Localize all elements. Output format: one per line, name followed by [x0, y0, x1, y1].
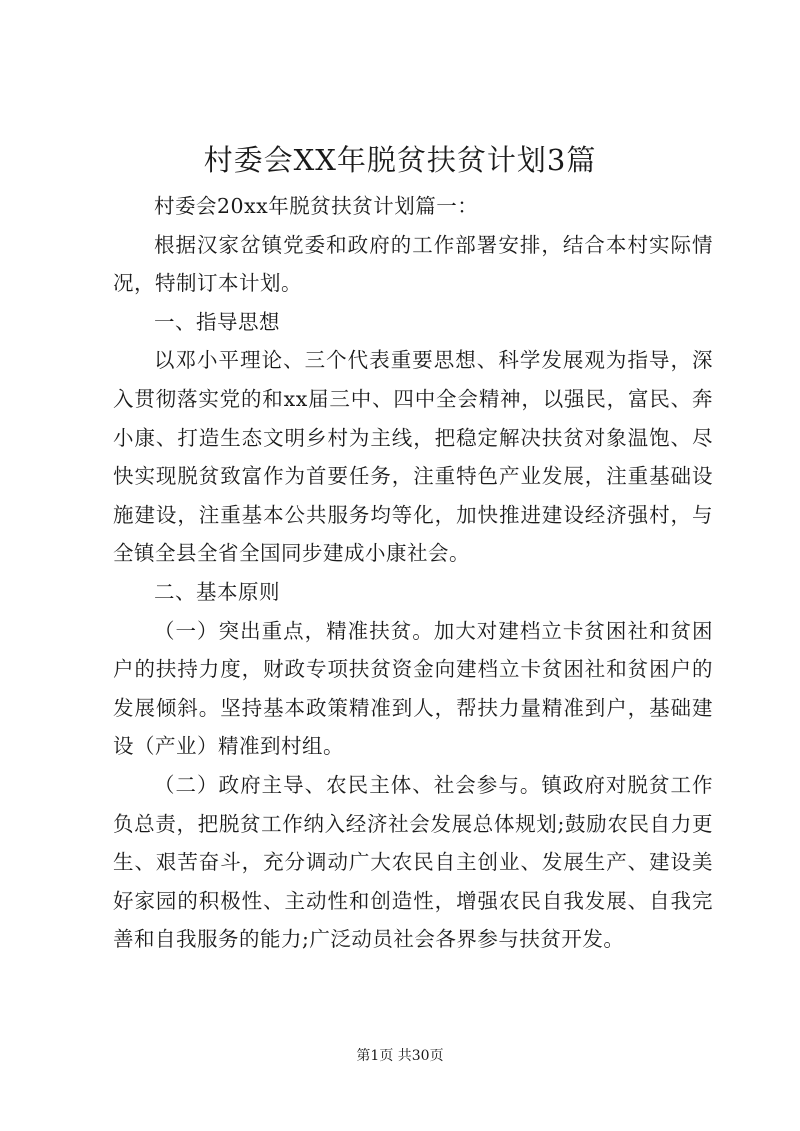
section-heading-guiding-ideology: 一、指导思想: [154, 309, 280, 334]
principle-two-paragraph: （二）政府主导、农民主体、社会参与。镇政府对脱贫工作负总责，把脱贫工作纳入经济社会发展总体规划;鼓励农民自力更生、艰苦奋斗，充分调动广大农民自主创业、发展生产、建设美好家园的积极性、主动性和创造性，增强农民自我发展、自我完善和自我服务的能力;广泛动员社会各界参与扶贫开发。: [113, 772, 713, 952]
document-title: 村委会XX年脱贫扶贫计划3篇: [203, 143, 597, 177]
section-heading-basic-principles: 二、基本原则: [154, 579, 280, 604]
intro-paragraph: 根据汉家岔镇党委和政府的工作部署安排，结合本村实际情况，特制订本计划。: [113, 232, 713, 296]
page-footer: 第1页 共30页: [356, 1048, 444, 1064]
guiding-ideology-paragraph: 以邓小平理论、三个代表重要思想、科学发展观为指导，深入贯彻落实党的和xx届三中、四中全会精神，以强民，富民、奔小康、打造生态文明乡村为主线，把稳定解决扶贫对象温饱、尽快实现脱贫致富作为首要任务，注重特色产业发展，注重基础设施建设，注重基本公共服务均等化，加快推进建设经济强村，与全镇全县全省全国同步建成小康社会。: [113, 348, 713, 566]
section-heading-part-one: 村委会20xx年脱贫扶贫计划篇一：: [154, 194, 479, 218]
principle-one-paragraph: （一）突出重点，精准扶贫。加大对建档立卡贫困社和贫困户的扶持力度，财政专项扶贫资金向建档立卡贫困社和贫困户的发展倾斜。坚持基本政策精准到人，帮扶力量精准到户，基础建设（产业）精准到村组。: [113, 618, 713, 759]
document-body: [113, 187, 713, 959]
